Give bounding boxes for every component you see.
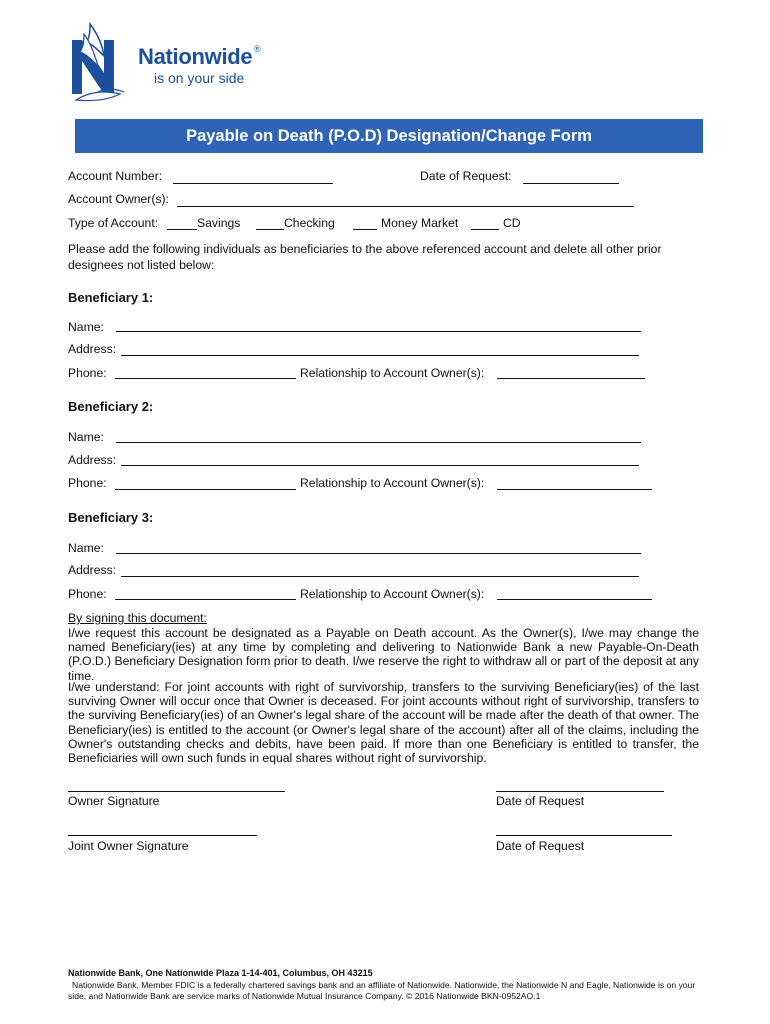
nationwide-logo [68,22,268,104]
beneficiary-3-phone-label: Phone: [68,587,107,601]
beneficiary-1-name-label: Name: [68,320,104,334]
beneficiary-2-address-label: Address: [68,453,117,467]
beneficiary-2-heading: Beneficiary 2: [68,399,154,414]
eagle-n-logo-icon [68,22,130,104]
joint-owner-signature-label: Joint Owner Signature [68,839,189,853]
beneficiary-3-address-field[interactable] [121,576,639,577]
brand-name: Nationwide [138,44,253,69]
beneficiary-3-heading: Beneficiary 3: [68,510,154,525]
instructions-text: Please add the following individuals as beneficiaries to the above referenced account and delete all other prior designees not listed below: [68,242,662,272]
beneficiary-2-phone-label: Phone: [68,476,107,490]
brand-tagline: is on your side [154,70,245,86]
date-of-request-field-2[interactable] [496,835,672,836]
beneficiary-3-name-field[interactable] [116,553,641,554]
beneficiary-1-heading: Beneficiary 1: [68,290,154,305]
owner-signature-label: Owner Signature [68,794,160,808]
footer-disclaimer: Nationwide Bank, Member FDIC is a federally chartered savings bank and an affiliate of Nationwide. Nationwide, the Nationwide N and Eagle, Nationwide is on your side, and Nationwide Bank are service marks of Nationwide Mutual Insurance Company. © 2016 Nationwide BKN-0952AO.1 [68,980,696,1001]
account-number-label: Account Number: [68,169,163,183]
account-number-field[interactable] [173,183,333,184]
beneficiary-1-address-label: Address: [68,342,117,356]
beneficiary-2-relationship-label: Relationship to Account Owner(s): [300,476,485,490]
account-owners-field[interactable] [177,206,634,207]
account-type-savings: Savings [197,216,241,230]
account-type-checking: Checking [284,216,335,230]
account-owners-label: Account Owner(s): [68,192,169,206]
date-of-request-label-1: Date of Request [496,794,585,808]
beneficiary-1-relationship-field[interactable] [497,378,645,379]
type-of-account-label: Type of Account: [68,216,159,230]
beneficiary-3-relationship-label: Relationship to Account Owner(s): [300,587,485,601]
beneficiary-2-address-field[interactable] [121,465,639,466]
beneficiary-3-phone-field[interactable] [115,599,296,600]
checking-blank[interactable] [256,229,284,230]
cd-blank[interactable] [471,229,499,230]
beneficiary-1-phone-label: Phone: [68,366,107,380]
beneficiary-2-relationship-field[interactable] [497,489,652,490]
joint-owner-signature-field[interactable] [68,835,257,836]
beneficiary-2-name-label: Name: [68,430,104,444]
beneficiary-2-phone-field[interactable] [115,489,296,490]
account-type-cd: CD [503,216,521,230]
date-of-request-field-1[interactable] [496,791,664,792]
money-market-blank[interactable] [353,229,377,230]
beneficiary-1-phone-field[interactable] [115,378,296,379]
savings-blank[interactable] [167,229,197,230]
date-of-request-label: Date of Request: [420,169,512,183]
signing-heading: By signing this document: [68,611,207,625]
beneficiary-1-relationship-label: Relationship to Account Owner(s): [300,366,485,380]
form-title-bar [75,119,703,153]
signing-paragraph-1: I/we request this account be designated as a Payable on Death account. As the Owner(s), I/we may change the named Beneficiary(ies) at any time by completing and delivering to Nationwide Bank a new Payable-On-Death (P.O.D.) Beneficiary Designation form prior to death. I/we reserve the right to withdraw all or part of the deposit at any time. [68,626,699,683]
beneficiary-3-name-label: Name: [68,541,104,555]
registered-mark: ® [254,44,261,54]
form-title: Payable on Death (P.O.D) Designation/Change Form [186,127,592,145]
beneficiary-2-name-field[interactable] [116,442,641,443]
owner-signature-field[interactable] [68,791,285,792]
signing-paragraph-2: I/we understand: For joint accounts with right of survivorship, transfers to the surviving Beneficiary(ies) of the last surviving Owner will occur once that Owner is deceased. For joint accounts without right of survivorship, transfers to the surviving Beneficiary(ies) of an Owner's legal share of the account will be made after the death of that owner. The Beneficiary(ies) is entitled to the account (or Owner's legal share of the account) after all of the claims, including the Owner's outstanding checks and debits, have been paid. If more than one Beneficiary is entitled to transfer, the Beneficiaries will own such funds in equal shares without right of survivorship. [68,680,699,766]
account-type-money-market: Money Market [381,216,459,230]
date-of-request-field[interactable] [523,183,619,184]
beneficiary-1-address-field[interactable] [121,355,639,356]
beneficiary-1-name-field[interactable] [116,331,641,332]
footer-address: Nationwide Bank, One Nationwide Plaza 1-14-401, Columbus, OH 43215 [68,968,373,978]
beneficiary-3-relationship-field[interactable] [497,599,652,600]
beneficiary-3-address-label: Address: [68,563,117,577]
date-of-request-label-2: Date of Request [496,839,585,853]
